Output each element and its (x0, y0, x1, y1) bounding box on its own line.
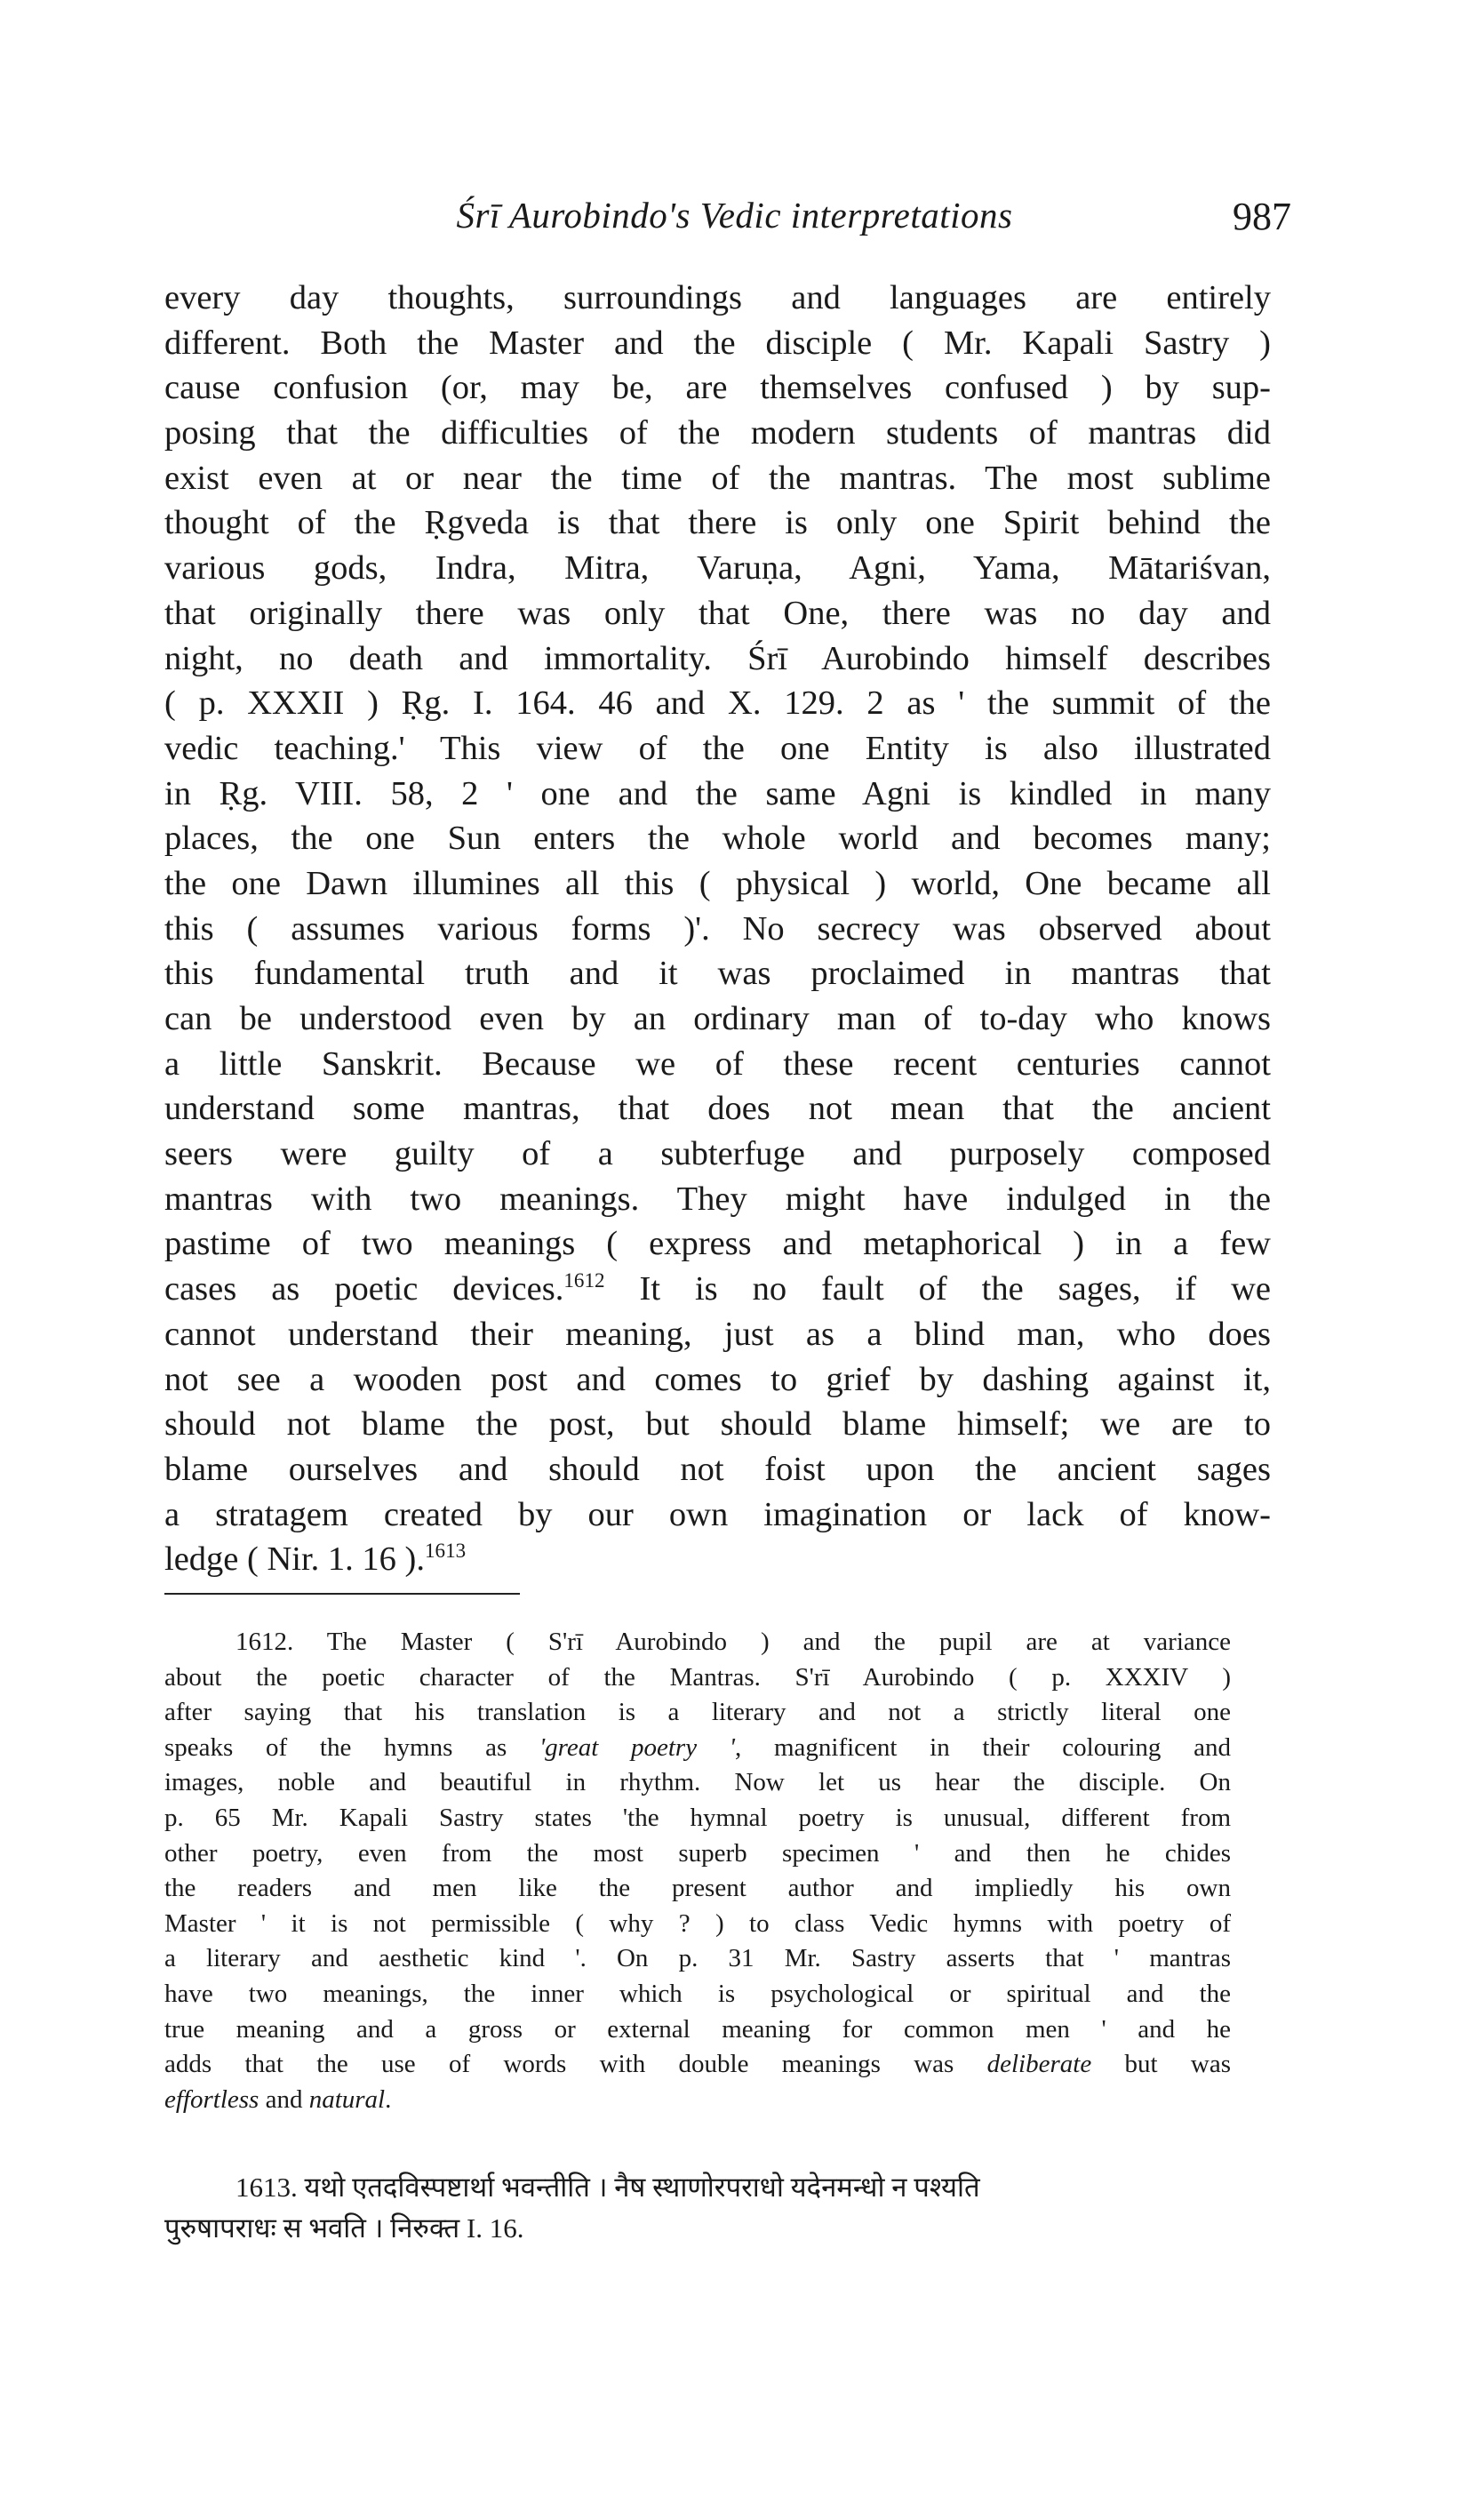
text-segment: It is no fault of the sages, if we (604, 1270, 1271, 1308)
text-segment: adds that the use of words with double meanings was (164, 2050, 954, 2079)
text-line: blame ourselves and should not foist upon the ancient sages (164, 1450, 1271, 1488)
italic-word: natural (308, 2084, 386, 2114)
text-line: a little Sanskrit. Because we of these recent centuries cannot (164, 1044, 1271, 1083)
footnote-divider (164, 1593, 520, 1595)
footnote-line: about the poetic character of the Mantras. S'rī Aurobindo ( p. XXXIV ) (164, 1662, 1231, 1692)
main-text (164, 276, 1271, 1582)
page-header (178, 194, 1291, 247)
text-line: every day thoughts, surroundings and languages are entirely (164, 279, 1271, 316)
text-line: thought of the Ṛgveda is that there is only one Spirit behind the (164, 504, 1271, 542)
text-segment: but was (1091, 2050, 1231, 2079)
text-line: vedic teaching.' This view of the one Entity is also illustrated (164, 729, 1271, 767)
italic-word: effortless (164, 2084, 259, 2114)
footnote-line: Master ' it is not permissible ( why ? ) to class Vedic hymns with poetry of (164, 1908, 1231, 1938)
text-segment: cases as poetic devices. (164, 1270, 564, 1308)
footnote-line: true meaning and a gross or external meaning for common men ' and he (164, 2014, 1231, 2044)
text-line: various gods, Indra, Mitra, Varuṇa, Agni, Yama, Mātariśvan, (164, 549, 1271, 588)
footnote-line: have two meanings, the inner which is psychological or spiritual and the (164, 1979, 1231, 2008)
text-line: seers were guilty of a subterfuge and purposely composed (164, 1135, 1271, 1173)
text-segment: ledge ( Nir. 1. 16 ). (164, 1540, 425, 1579)
text-line (164, 1537, 1271, 1582)
running-title: Śrī Aurobindo's Vedic interpretations (456, 195, 1013, 236)
text-line: different. Both the Master and the disciple ( Mr. Kapali Sastry ) (164, 324, 1271, 362)
footnote-line (164, 2047, 1231, 2083)
footnote-line: the readers and men like the present author and impliedly his own (164, 1874, 1231, 1903)
footnote-1613 (164, 2167, 1231, 2249)
text-line: should not blame the post, but should blame himself; we are to (164, 1405, 1271, 1444)
text-line: can be understood even by an ordinary man of to-day who knows (164, 1000, 1271, 1037)
text-line: exist even at or near the time of the mantras. The most sublime (164, 459, 1271, 497)
footnote-line: effortless and natural. (164, 2084, 392, 2114)
footnote-line: a literary and aesthetic kind '. On p. 31 Mr. Sastry asserts that ' mantras (164, 1944, 1231, 1973)
text-line: mantras with two meanings. They might have indulged in the (164, 1180, 1271, 1218)
footnote-ref-1612: 1612 (563, 1268, 605, 1292)
text-line: that originally there was only that One, there was no day and (164, 594, 1271, 632)
footnote-line: images, noble and beautiful in rhythm. Now let us hear the disciple. On (164, 1768, 1231, 1797)
text-line: pastime of two meanings ( express and metaphorical ) in a few (164, 1225, 1271, 1263)
footnote-line: after saying that his translation is a literary and not a strictly literal one (164, 1698, 1231, 1727)
text-line: in Ṛg. VIII. 58, 2 ' one and the same Agni is kindled in many (164, 774, 1271, 812)
text-line: cannot understand their meaning, just as a blind man, who does (164, 1315, 1271, 1353)
text-line: places, the one Sun enters the whole world and becomes many; (164, 820, 1271, 858)
text-line: posing that the difficulties of the modern students of mantras did (164, 414, 1271, 452)
text-segment: and (265, 2084, 303, 2114)
footnote-line: other poetry, even from the most superb specimen ' and then he chides (164, 1838, 1231, 1868)
text-line: night, no death and immortality. Śrī Aurobindo himself describes (164, 639, 1271, 677)
footnote-line (164, 1731, 1231, 1766)
text-line: this fundamental truth and it was proclaimed in mantras that (164, 955, 1271, 993)
text-line: the one Dawn illumines all this ( physical ) world, One became all (164, 864, 1271, 902)
footnote-line: पुरुषापराधः स भवति । निरुक्त I. 16. (164, 2212, 524, 2244)
footnote-ref-1613: 1613 (424, 1539, 467, 1563)
footnote-line: p. 65 Mr. Kapali Sastry states 'the hymnal poetry is unusual, different from (164, 1803, 1231, 1832)
text-segment: speaks of the hymns as (164, 1732, 507, 1762)
footnote-line: 1613. यथो एतदविस्पष्टार्था भवन्तीति । नैष स्थाणोरपराधो यदेनमन्धो न पश्यति (236, 2172, 980, 2203)
text-line: this ( assumes various forms )'. No secrecy was observed about (164, 909, 1271, 948)
italic-word: deliberate (986, 2050, 1092, 2079)
text-line: ( p. XXXII ) Ṛg. I. 164. 46 and X. 129. 2 as ' the summit of the (164, 684, 1271, 723)
text-segment: , magnificent in their colouring and (735, 1732, 1232, 1762)
page-number: 987 (1233, 195, 1291, 238)
italic-phrase: 'great poetry ' (539, 1732, 735, 1762)
footnote-1612 (164, 1625, 1231, 2117)
text-line: a stratagem created by our own imagination or lack of know- (164, 1495, 1271, 1533)
text-line: not see a wooden post and comes to grief by dashing against it, (164, 1360, 1271, 1398)
text-line: understand some mantras, that does not mean that the ancient (164, 1090, 1271, 1128)
footnote-line: 1612. The Master ( S'rī Aurobindo ) and the pupil are at variance (236, 1628, 1231, 1656)
text-line (164, 1267, 1271, 1312)
text-line: cause confusion (or, may be, are themselves confused ) by sup- (164, 369, 1271, 407)
